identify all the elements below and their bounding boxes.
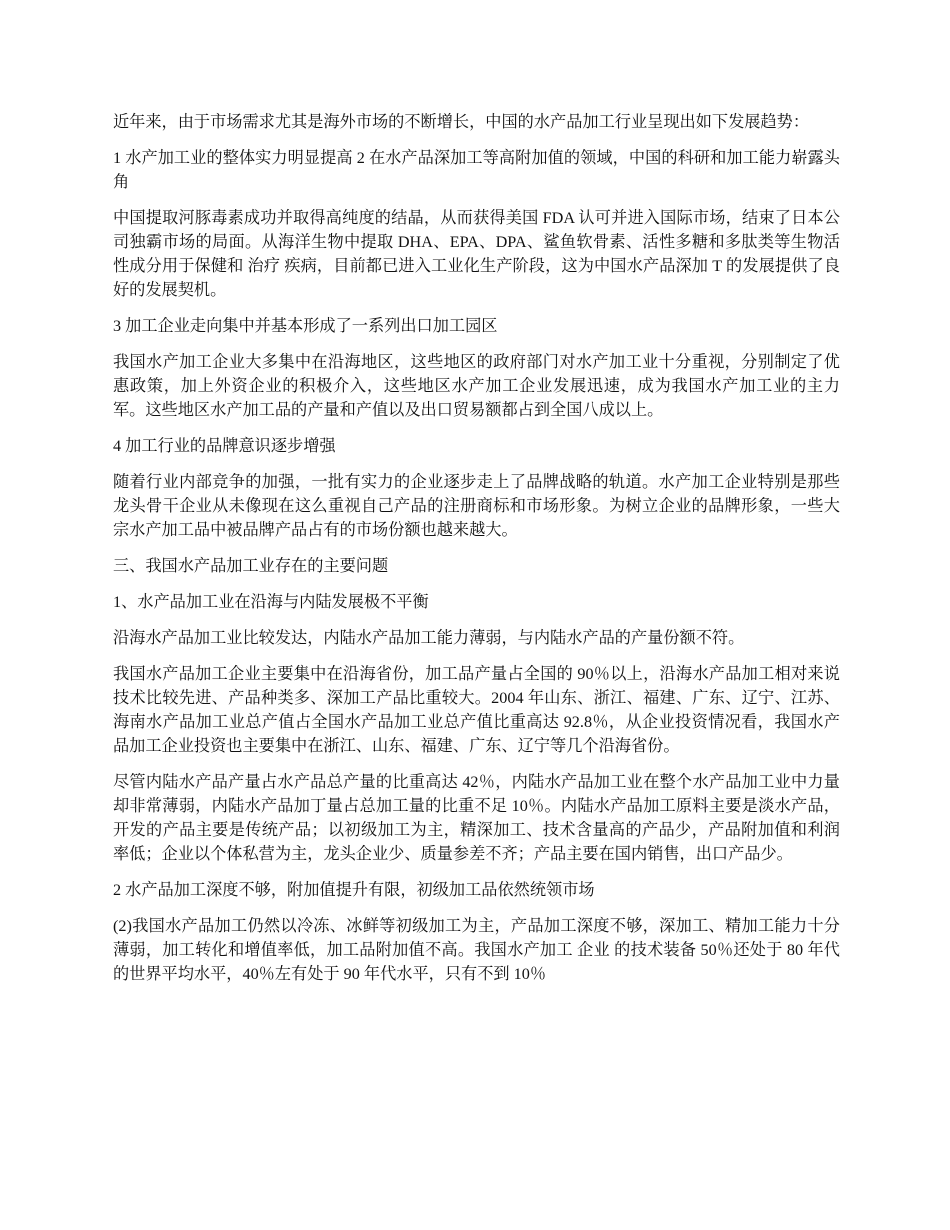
coastal-provinces-paragraph: 我国水产品加工企业主要集中在沿海省份，加工品产量占全国的 90％以上，沿海水产品加工相对来说技术比较先进、产品种类多、深加工产品比重较大。2004 年山东、浙江、福建、广东、辽宁、江苏、海南水产品加工业总产值占全国水产品加工业总产值比重高达 92.8％，从企业投资情况看，我国水产品加工企业投资也主要集中在浙江、山东、福建、广东、辽宁等几个沿海省份。 — [113, 665, 840, 755]
inland-weakness-paragraph: 尽管内陆水产品产量占水产品总产量的比重高达 42％，内陆水产品加工业在整个水产品加工业中力量却非常薄弱，内陆水产品加丁量占总加工量的比重不足 10％。内陆水产品加工原料主要是淡水产品，开发的产品主要是传统产品；以初级加工为主，精深加工、技术含量高的产品少，产品附加值和利润率低；企业以个体私营为主，龙头企业少、质量参差不齐；产品主要在国内销售，出口产品少。 — [113, 773, 840, 863]
document-body — [113, 110, 840, 998]
trend-heading-1-2: 1 水产加工业的整体实力明显提高 2 在水产品深加工等高附加值的领域，中国的科研和加工能力崭露头角 — [113, 149, 840, 191]
processing-depth-paragraph: (2)我国水产品加工仍然以冷冻、冰鲜等初级加工为主，产品加工深度不够，深加工、精加工能力十分薄弱，加工转化和增值率低，加工品附加值不高。我国水产加工 企业 的技术装备 50％还处于 80 年代的世界平均水平，40％左有处于 90 年代水平，只有不到 10％ — [113, 917, 840, 983]
trend-heading-3: 3 加工企业走向集中并基本形成了一系列出口加工园区 — [113, 317, 498, 335]
brand-awareness-paragraph: 随着行业内部竞争的加强，一批有实力的企业逐步走上了品牌战略的轨道。水产加工企业特别是那些龙头骨干企业从未像现在这么重视自己产品的注册商标和市场形象。为树立企业的品牌形象，一些大宗水产加工品中被品牌产品占有的市场份额也越来越大。 — [113, 473, 840, 539]
intro-paragraph: 近年来，由于市场需求尤其是海外市场的不断增长，中国的水产品加工行业呈现出如下发展趋势： — [113, 113, 810, 131]
coastal-enterprises-paragraph: 我国水产加工企业大多集中在沿海地区，这些地区的政府部门对水产加工业十分重视，分别制定了优惠政策，加上外资企业的积极介入，这些地区水产加工企业发展迅速，成为我国水产加工业的主力军。这些地区水产加工品的产量和产值以及出口贸易额都占到全国八成以上。 — [113, 353, 840, 419]
problem-heading-1: 1、水产品加工业在沿海与内陆发展极不平衡 — [113, 593, 429, 611]
trend-heading-4: 4 加工行业的品牌意识逐步增强 — [113, 437, 336, 455]
deep-processing-paragraph: 中国提取河豚毒素成功并取得高纯度的结晶，从而获得美国 FDA 认可并进入国际市场，结束了日本公司独霸市场的局面。从海洋生物中提取 DHA、EPA、DPA、鲨鱼软骨素、活性多糖和多肽类等生物活性成分用于保健和 治疗 疾病，目前都已进入工业化生产阶段，这为中国水产品深加 T 的发展提供了良好的发展契机。 — [113, 209, 840, 299]
section-heading-problems: 三、我国水产品加工业存在的主要问题 — [113, 557, 389, 575]
problem-heading-2: 2 水产品加工深度不够，附加值提升有限，初级加工品依然统领市场 — [113, 881, 595, 899]
imbalance-summary-paragraph: 沿海水产品加工业比较发达，内陆水产品加工能力薄弱，与内陆水产品的产量份额不符。 — [113, 629, 745, 647]
